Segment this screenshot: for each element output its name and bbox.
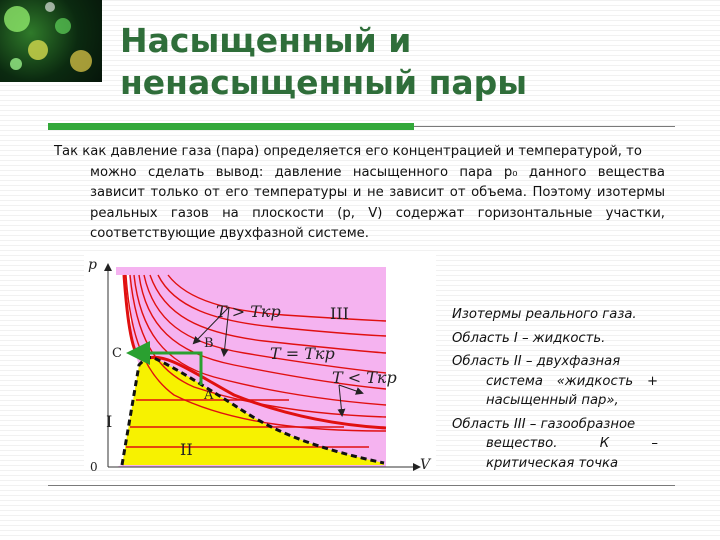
body-text [54,142,665,245]
bottom-divider [48,485,675,486]
caption-line-4a: Область III – газообразное [452,416,636,432]
region-1-label: I [106,412,113,431]
caption-line-4b: вещество. К – критическая точка [486,436,658,471]
title-accent-bar [48,123,414,130]
axis-p-label: p [88,257,97,273]
title-line-2: ненасыщенный пары [120,63,528,102]
corner-decoration-image [0,0,102,82]
diagram-caption [452,305,658,477]
point-b-label: B [204,336,214,351]
caption-line-1: Изотермы реального газа. [452,307,637,322]
caption-line-3a: Область II – двухфазная [452,354,621,369]
caption-line-2: Область I – жидкость. [452,330,606,346]
region-2-label: II [180,440,193,459]
page-title [120,20,680,104]
origin-label: 0 [90,460,98,474]
label-t-lt: T < Tкр [332,368,397,387]
label-t-eq: T = Tкр [270,344,335,363]
isotherm-diagram [84,255,444,479]
title-line-1: Насыщенный и [120,21,412,60]
point-c-label: C [112,346,122,361]
point-a-label: A [204,388,214,403]
axis-v-label: V [420,457,431,473]
label-t-gt: T > Tкр [216,302,281,321]
region-3-label: III [330,304,349,323]
caption-block-3 [452,352,658,411]
body-text-rest: можно сделать вывод: давление насыщенного пара p₀ данного вещества зависит только от его температуры и не зависит от объема. Поэтому изотермы реальных газов на плоскости (p, V) содержат горизонтальные участки, соответствующие двухфазной системе. [90,164,665,242]
caption-line-3b: система «жидкость + насыщенный пар», [486,373,658,408]
body-text-line-1: Так как давление газа (пара) определяется его концентрацией и температурой, то [54,144,642,159]
caption-block-4 [452,415,658,474]
